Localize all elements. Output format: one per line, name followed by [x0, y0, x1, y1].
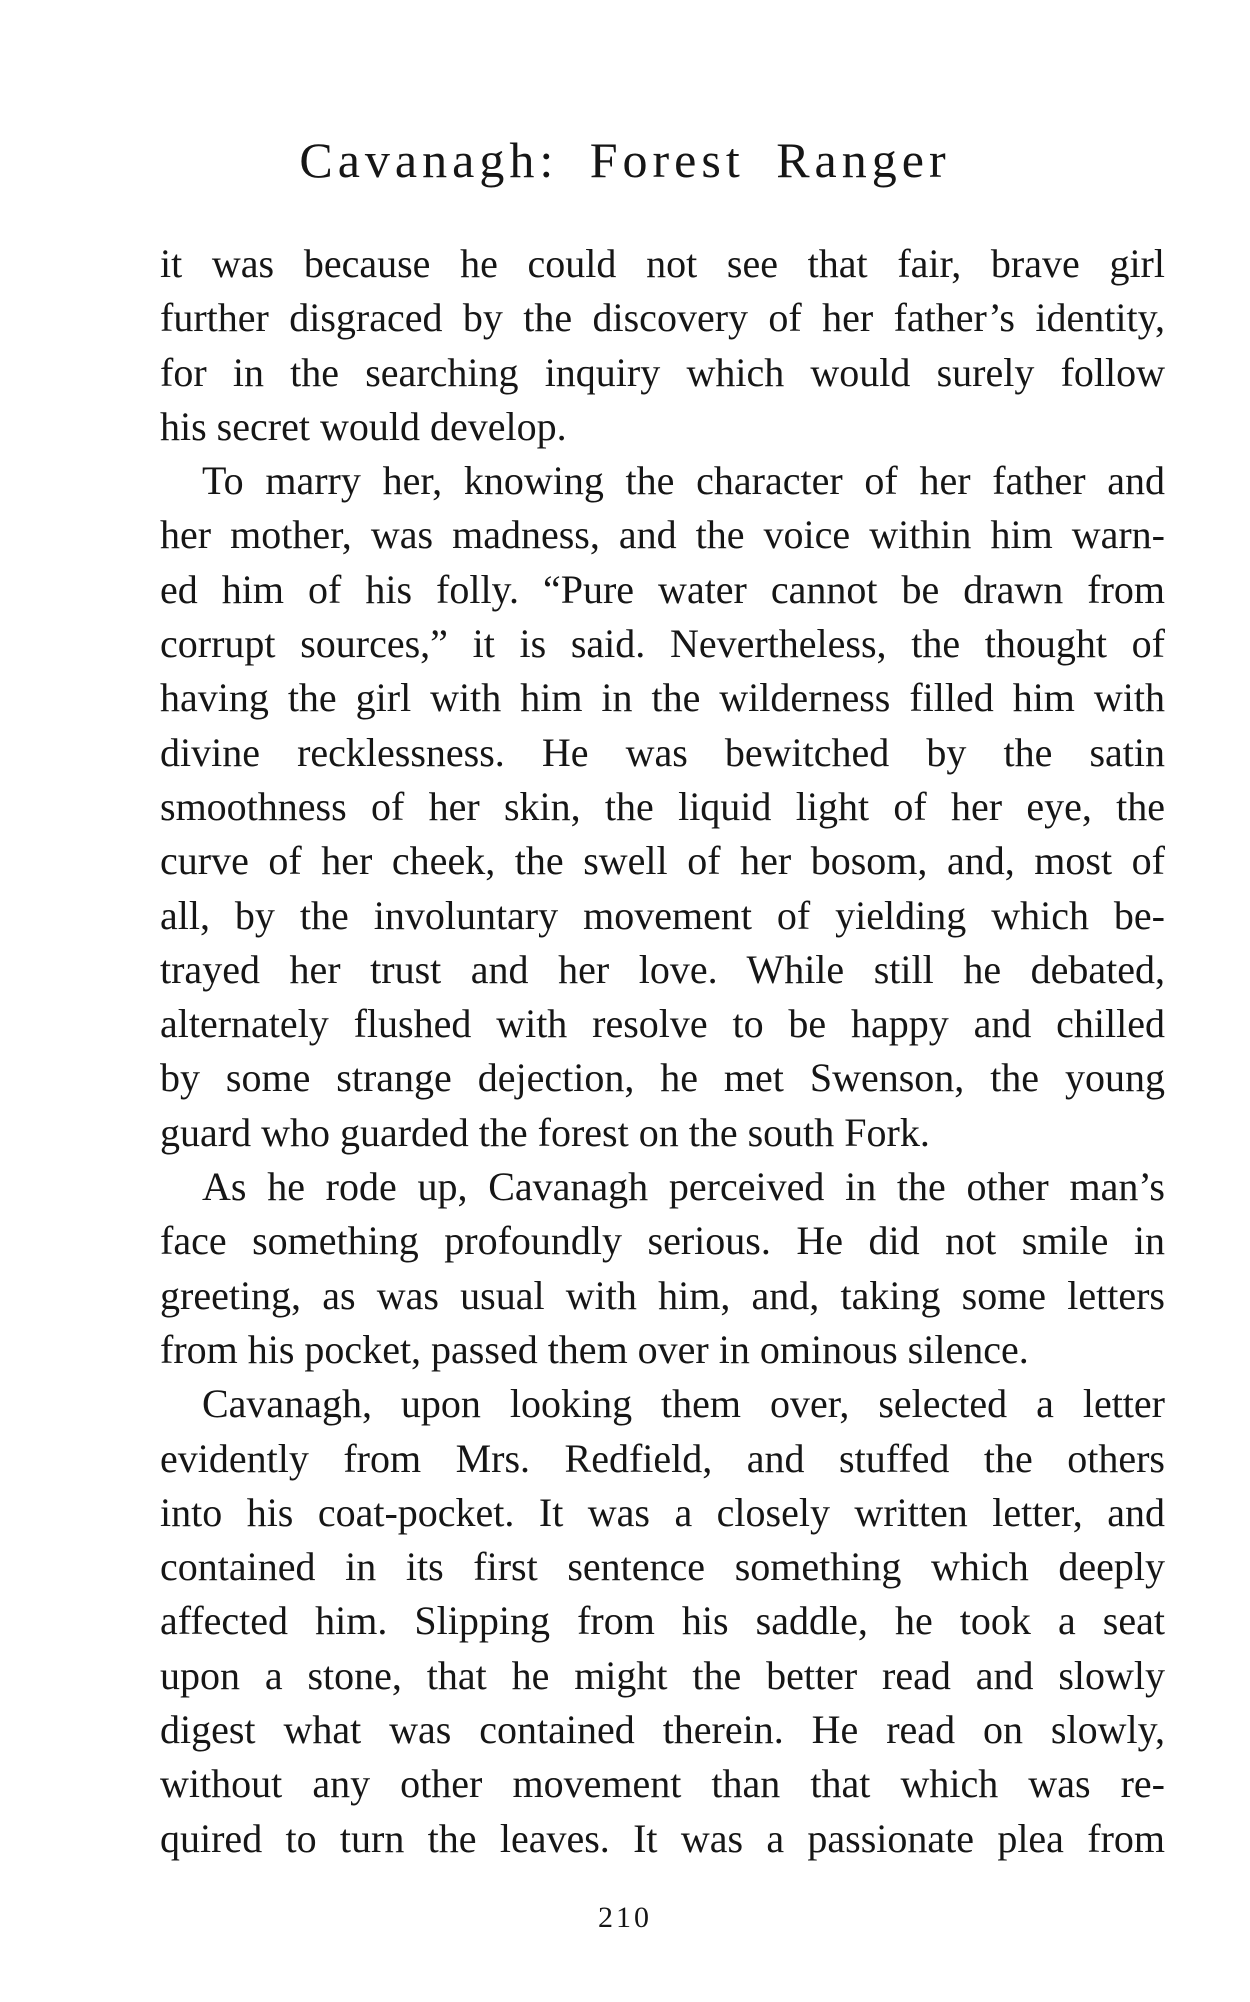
text-line: guard who guarded the forest on the south Fork.: [160, 1109, 930, 1155]
text-line: his secret would develop.: [160, 403, 567, 449]
text-line: face something profoundly serious. He did not smile in: [160, 1218, 1165, 1264]
text-line: Cavanagh, upon looking them over, selected a letter: [202, 1381, 1165, 1427]
text-line: it was because he could not see that fair, brave girl: [160, 241, 1165, 286]
text-line: As he rode up, Cavanagh perceived in the other man’s: [202, 1164, 1165, 1210]
text-line: having the girl with him in the wilderness filled him with: [160, 675, 1165, 721]
body-text: [160, 237, 1165, 1866]
page-number: 210: [598, 1901, 652, 1934]
running-head: Cavanagh: Forest Ranger: [299, 132, 951, 188]
text-line: digest what was contained therein. He read on slowly,: [160, 1707, 1165, 1753]
text-line: further disgraced by the discovery of her father’s identity,: [160, 295, 1165, 341]
text-line: ed him of his folly. “Pure water cannot be drawn from: [160, 566, 1165, 612]
text-line: without any other movement than that which was re-: [160, 1761, 1165, 1807]
text-line: all, by the involuntary movement of yielding which be-: [160, 892, 1165, 938]
text-line: affected him. Slipping from his saddle, he took a seat: [160, 1598, 1165, 1644]
text-line: evidently from Mrs. Redfield, and stuffed the others: [160, 1435, 1165, 1481]
text-line: quired to turn the leaves. It was a passionate plea from: [160, 1815, 1165, 1861]
text-line: for in the searching inquiry which would surely follow: [160, 349, 1165, 395]
text-line: contained in its first sentence something which deeply: [160, 1544, 1165, 1590]
text-line: upon a stone, that he might the better read and slowly: [160, 1652, 1165, 1698]
text-line: curve of her cheek, the swell of her bosom, and, most of: [160, 838, 1165, 884]
text-line: divine recklessness. He was bewitched by the satin: [160, 729, 1165, 775]
text-line: into his coat-pocket. It was a closely written letter, and: [160, 1489, 1165, 1535]
text-line: alternately flushed with resolve to be happy and chilled: [160, 1001, 1165, 1047]
text-line: her mother, was madness, and the voice within him warn-: [160, 512, 1165, 558]
text-line: greeting, as was usual with him, and, taking some letters: [160, 1272, 1165, 1318]
text-line: To marry her, knowing the character of her father and: [202, 458, 1165, 504]
text-line: from his pocket, passed them over in ominous silence.: [160, 1326, 1029, 1372]
text-line: smoothness of her skin, the liquid light of her eye, the: [160, 783, 1165, 829]
text-line: corrupt sources,” it is said. Nevertheless, the thought of: [160, 621, 1165, 667]
text-line: by some strange dejection, he met Swenson, the young: [160, 1055, 1165, 1101]
text-line: trayed her trust and her love. While still he debated,: [160, 946, 1165, 992]
